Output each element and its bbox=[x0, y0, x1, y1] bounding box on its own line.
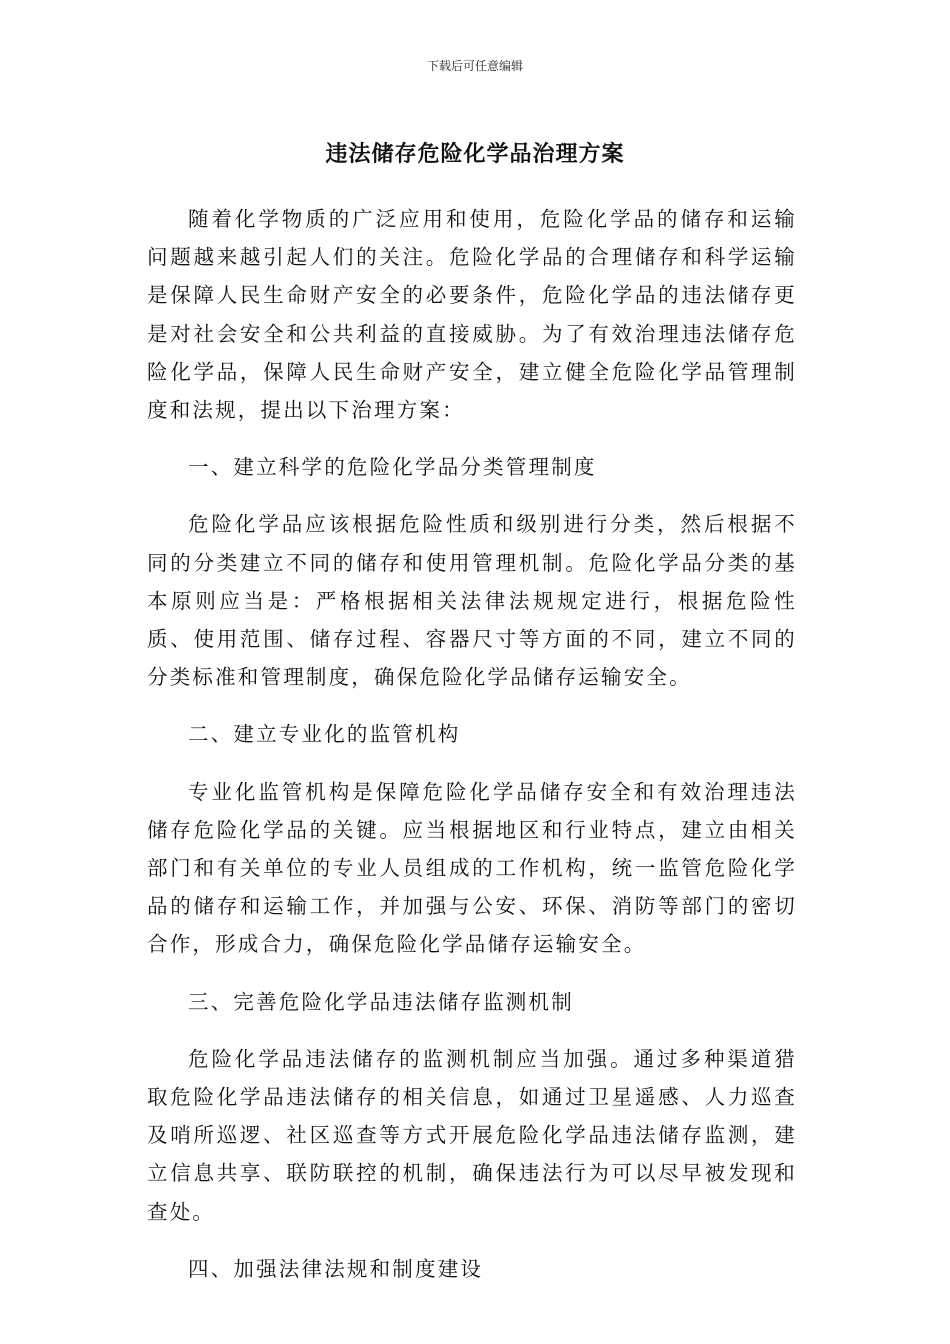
section-heading-1: 一、建立科学的危险化学品分类管理制度 bbox=[188, 455, 597, 480]
section-heading-2: 二、建立专业化的监管机构 bbox=[188, 722, 461, 747]
section-body-3: 危险化学品违法储存的监测机制应当加强。通过多种渠道猎取危险化学品违法储存的相关信息，如通过卫星遥感、人力巡查及哨所巡逻、社区巡查等方式开展危险化学品违法储存监测，建立信息共享、联防联控的机制，确保违法行为可以尽早被发现和查处。 bbox=[147, 1046, 797, 1224]
document-title: 违法储存危险化学品治理方案 bbox=[325, 142, 625, 167]
section-body-2: 专业化监管机构是保障危险化学品储存安全和有效治理违法储存危险化学品的关键。应当根据地区和行业特点，建立由相关部门和有关单位的专业人员组成的工作机构，统一监管危险化学品的储存和运输工作，并加强与公安、环保、消防等部门的密切合作，形成合力，确保危险化学品储存运输安全。 bbox=[147, 779, 797, 957]
section-heading-3: 三、完善危险化学品违法储存监测机制 bbox=[188, 989, 574, 1014]
section-heading-4: 四、加强法律法规和制度建设 bbox=[188, 1256, 484, 1281]
document-body bbox=[147, 200, 797, 1307]
section-body-1: 危险化学品应该根据危险性质和级别进行分类，然后根据不同的分类建立不同的储存和使用管理机制。危险化学品分类的基本原则应当是：严格根据相关法律法规规定进行，根据危险性质、使用范围、储存过程、容器尺寸等方面的不同，建立不同的分类标准和管理制度，确保危险化学品储存运输安全。 bbox=[147, 512, 797, 690]
header-note: 下载后可任意编辑 bbox=[426, 59, 523, 73]
intro-paragraph: 随着化学物质的广泛应用和使用，危险化学品的储存和运输问题越来越引起人们的关注。危险化学品的合理储存和科学运输是保障人民生命财产安全的必要条件，危险化学品的违法储存更是对社会安全和公共利益的直接威胁。为了有效治理违法储存危险化学品，保障人民生命财产安全，建立健全危险化学品管理制度和法规，提出以下治理方案： bbox=[147, 207, 797, 423]
